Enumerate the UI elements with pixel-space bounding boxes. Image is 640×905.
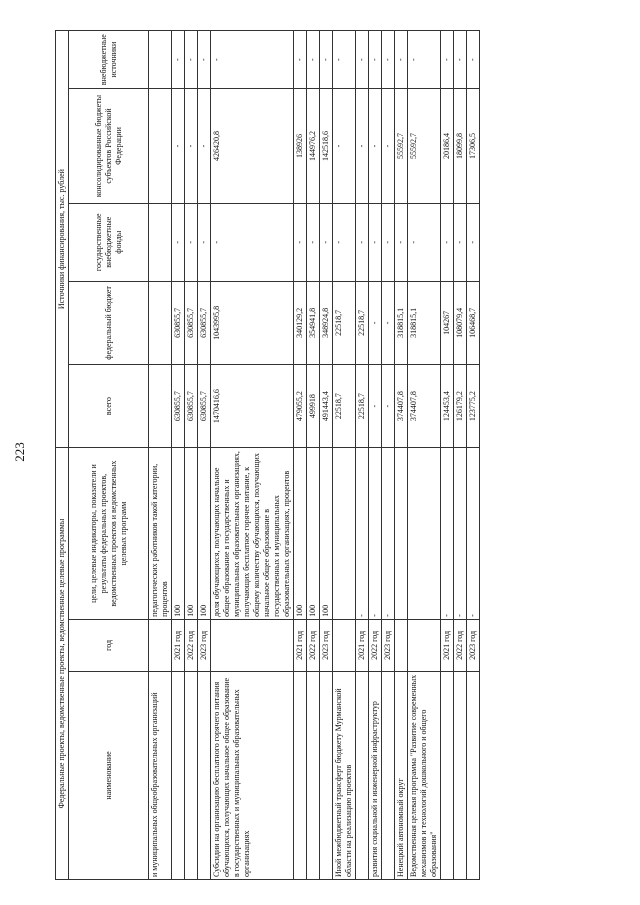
row-extra: - bbox=[333, 31, 356, 89]
row-federal bbox=[149, 281, 172, 364]
row-regional: 17306,5 bbox=[467, 89, 480, 203]
row-indicator: - bbox=[382, 448, 395, 620]
row-federal: 22518,7 bbox=[356, 281, 369, 364]
row-state-funds: - bbox=[333, 203, 356, 281]
row-state-funds: - bbox=[356, 203, 369, 281]
row-total: - bbox=[382, 365, 395, 448]
row-extra: - bbox=[395, 31, 408, 89]
row-indicator: 100 bbox=[320, 448, 333, 620]
row-extra: - bbox=[307, 31, 320, 89]
row-federal: 348924,8 bbox=[320, 281, 333, 364]
row-indicator bbox=[333, 448, 356, 620]
row-extra: - bbox=[198, 31, 211, 89]
row-state-funds: - bbox=[294, 203, 307, 281]
row-state-funds: - bbox=[408, 203, 441, 281]
row-total: 630855,7 bbox=[185, 365, 198, 448]
row-total: 22518,7 bbox=[356, 365, 369, 448]
row-indicator: 100 bbox=[198, 448, 211, 620]
table-row bbox=[333, 31, 356, 880]
row-extra: - bbox=[467, 31, 480, 89]
row-name bbox=[382, 671, 395, 879]
financing-table bbox=[55, 30, 480, 880]
row-indicator: 100 bbox=[294, 448, 307, 620]
page-number: 223 bbox=[12, 442, 27, 462]
table-row bbox=[369, 31, 382, 880]
state-funds-header: государственные внебюджетные фонды bbox=[69, 203, 149, 281]
row-regional: - bbox=[356, 89, 369, 203]
row-federal: 106468,7 bbox=[467, 281, 480, 364]
row-name: Субсидии на организацию бесплатного горячего питания обучающихся, получающих начальное общее образование в государственных и муниципальных образовательных организациях bbox=[211, 671, 294, 879]
row-federal: 318815,1 bbox=[395, 281, 408, 364]
table-row bbox=[320, 31, 333, 880]
table-row bbox=[185, 31, 198, 880]
row-federal: 630855,7 bbox=[185, 281, 198, 364]
row-indicator bbox=[395, 448, 408, 620]
table-row bbox=[395, 31, 408, 880]
row-name bbox=[294, 671, 307, 879]
row-year bbox=[333, 619, 356, 671]
row-extra: - bbox=[369, 31, 382, 89]
row-year: 2021 год bbox=[441, 619, 454, 671]
row-federal: 1043995,8 bbox=[211, 281, 294, 364]
row-state-funds: - bbox=[441, 203, 454, 281]
row-extra: - bbox=[211, 31, 294, 89]
regional-header: консолидированные бюджеты субъектов Российской Федерации bbox=[69, 89, 149, 203]
row-total: 630855,7 bbox=[198, 365, 211, 448]
year-header: год bbox=[69, 619, 149, 671]
row-year bbox=[211, 619, 294, 671]
row-name: развития социальной и инженерной инфраструктур bbox=[369, 671, 382, 879]
row-regional: 18099,8 bbox=[454, 89, 467, 203]
row-federal: 630855,7 bbox=[198, 281, 211, 364]
row-year: 2022 год bbox=[454, 619, 467, 671]
row-year: 2023 год bbox=[382, 619, 395, 671]
row-regional: - bbox=[185, 89, 198, 203]
table-row bbox=[294, 31, 307, 880]
row-indicator: - bbox=[441, 448, 454, 620]
row-indicator bbox=[408, 448, 441, 620]
row-federal: 354941,8 bbox=[307, 281, 320, 364]
row-year: 2021 год bbox=[356, 619, 369, 671]
row-regional: - bbox=[333, 89, 356, 203]
row-indicator: доля обучающихся, получающих начальное общее образование в государственных и муниципальных образовательных организациях, получающих бесплатное горячее питание, к общему количеству обучающихся, получающих начальное общее образование в государственных и муниципальных образовательных организациях, процентов bbox=[211, 448, 294, 620]
row-state-funds: - bbox=[185, 203, 198, 281]
table-row bbox=[211, 31, 294, 880]
row-year: 2022 год bbox=[185, 619, 198, 671]
table-row bbox=[149, 31, 172, 880]
row-federal: 22518,7 bbox=[333, 281, 356, 364]
row-regional: 20186,4 bbox=[441, 89, 454, 203]
row-extra: - bbox=[172, 31, 185, 89]
row-regional: 142518,6 bbox=[320, 89, 333, 203]
rotated-table-page bbox=[55, 30, 630, 880]
row-state-funds: - bbox=[211, 203, 294, 281]
table-row bbox=[356, 31, 369, 880]
row-regional: 426420,8 bbox=[211, 89, 294, 203]
row-year bbox=[149, 619, 172, 671]
row-total bbox=[149, 365, 172, 448]
table-row bbox=[441, 31, 454, 880]
row-extra: - bbox=[356, 31, 369, 89]
row-state-funds bbox=[149, 203, 172, 281]
table-row bbox=[467, 31, 480, 880]
row-name: Иной межбюджетный трансферт бюджету Мурманской области на реализацию проектов bbox=[333, 671, 356, 879]
row-year: 2021 год bbox=[172, 619, 185, 671]
row-state-funds: - bbox=[382, 203, 395, 281]
row-indicator: 100 bbox=[307, 448, 320, 620]
row-name: и муниципальных общеобразовательных организаций bbox=[149, 671, 172, 879]
finance-title-header: Источники финансирования, тыс. рублей bbox=[56, 31, 69, 448]
table-row bbox=[198, 31, 211, 880]
row-year: 2023 год bbox=[467, 619, 480, 671]
row-state-funds: - bbox=[320, 203, 333, 281]
row-total: 499918 bbox=[307, 365, 320, 448]
row-year: 2023 год bbox=[320, 619, 333, 671]
table-row bbox=[454, 31, 467, 880]
row-total: 630855,7 bbox=[172, 365, 185, 448]
row-name bbox=[320, 671, 333, 879]
row-total: 491443,4 bbox=[320, 365, 333, 448]
row-name bbox=[454, 671, 467, 879]
row-federal: 340129,2 bbox=[294, 281, 307, 364]
row-total: 374407,8 bbox=[408, 365, 441, 448]
row-name bbox=[441, 671, 454, 879]
row-regional: 144976,2 bbox=[307, 89, 320, 203]
row-year bbox=[395, 619, 408, 671]
row-state-funds: - bbox=[198, 203, 211, 281]
row-year: 2021 год bbox=[294, 619, 307, 671]
row-regional: - bbox=[382, 89, 395, 203]
row-federal: 104267 bbox=[441, 281, 454, 364]
row-year bbox=[408, 619, 441, 671]
row-indicator: - bbox=[454, 448, 467, 620]
table-body bbox=[149, 31, 480, 880]
group-title-header: Федеральные проекты, ведомственные проекты, ведомственные целевые программы bbox=[56, 448, 69, 880]
row-indicator: - bbox=[467, 448, 480, 620]
row-state-funds: - bbox=[172, 203, 185, 281]
row-name: Ненецкий автономный округ bbox=[395, 671, 408, 879]
row-extra: - bbox=[382, 31, 395, 89]
row-regional: 55592,7 bbox=[395, 89, 408, 203]
row-state-funds: - bbox=[395, 203, 408, 281]
row-total: 22518,7 bbox=[333, 365, 356, 448]
row-state-funds: - bbox=[369, 203, 382, 281]
row-extra: - bbox=[185, 31, 198, 89]
table-row bbox=[172, 31, 185, 880]
row-extra: - bbox=[320, 31, 333, 89]
row-indicator: педагогических работников такой категории, процентов bbox=[149, 448, 172, 620]
row-regional: 138926 bbox=[294, 89, 307, 203]
row-federal: - bbox=[369, 281, 382, 364]
row-total: 123775,2 bbox=[467, 365, 480, 448]
row-state-funds: - bbox=[454, 203, 467, 281]
row-federal: 108079,4 bbox=[454, 281, 467, 364]
row-total: 124453,4 bbox=[441, 365, 454, 448]
row-name bbox=[356, 671, 369, 879]
row-year: 2022 год bbox=[369, 619, 382, 671]
row-state-funds: - bbox=[307, 203, 320, 281]
row-federal: 630855,7 bbox=[172, 281, 185, 364]
row-federal: - bbox=[382, 281, 395, 364]
row-extra: - bbox=[408, 31, 441, 89]
federal-header: федеральный бюджет bbox=[69, 281, 149, 364]
row-total: 126179,2 bbox=[454, 365, 467, 448]
row-total: 1470416,6 bbox=[211, 365, 294, 448]
indicators-header: цели, целевые индикаторы, показатели и результаты федеральных проектов, ведомственных проектов и ведомственных целевых программ bbox=[69, 448, 149, 620]
row-extra: - bbox=[454, 31, 467, 89]
total-header: всего bbox=[69, 365, 149, 448]
row-indicator: 100 bbox=[185, 448, 198, 620]
table-row bbox=[382, 31, 395, 880]
row-name bbox=[307, 671, 320, 879]
row-indicator: - bbox=[356, 448, 369, 620]
row-regional bbox=[149, 89, 172, 203]
row-state-funds: - bbox=[467, 203, 480, 281]
row-indicator: - bbox=[369, 448, 382, 620]
row-name bbox=[185, 671, 198, 879]
row-federal: 318815,1 bbox=[408, 281, 441, 364]
row-total: 479055,2 bbox=[294, 365, 307, 448]
name-header: наименование bbox=[69, 671, 149, 879]
row-regional: - bbox=[172, 89, 185, 203]
row-name bbox=[172, 671, 185, 879]
table-row bbox=[408, 31, 441, 880]
row-regional: 55592,7 bbox=[408, 89, 441, 203]
row-regional: - bbox=[198, 89, 211, 203]
row-extra bbox=[149, 31, 172, 89]
extra-header: внебюджетные источники bbox=[69, 31, 149, 89]
row-regional: - bbox=[369, 89, 382, 203]
row-year: 2022 год bbox=[307, 619, 320, 671]
row-total: - bbox=[369, 365, 382, 448]
row-total: 374407,8 bbox=[395, 365, 408, 448]
table-row bbox=[307, 31, 320, 880]
row-indicator: 100 bbox=[172, 448, 185, 620]
row-extra: - bbox=[441, 31, 454, 89]
row-name bbox=[198, 671, 211, 879]
row-year: 2023 год bbox=[198, 619, 211, 671]
row-extra: - bbox=[294, 31, 307, 89]
row-name bbox=[467, 671, 480, 879]
row-name: Ведомственная целевая программа "Развитие современных механизмов и технологий дошкольного и общего образования" bbox=[408, 671, 441, 879]
